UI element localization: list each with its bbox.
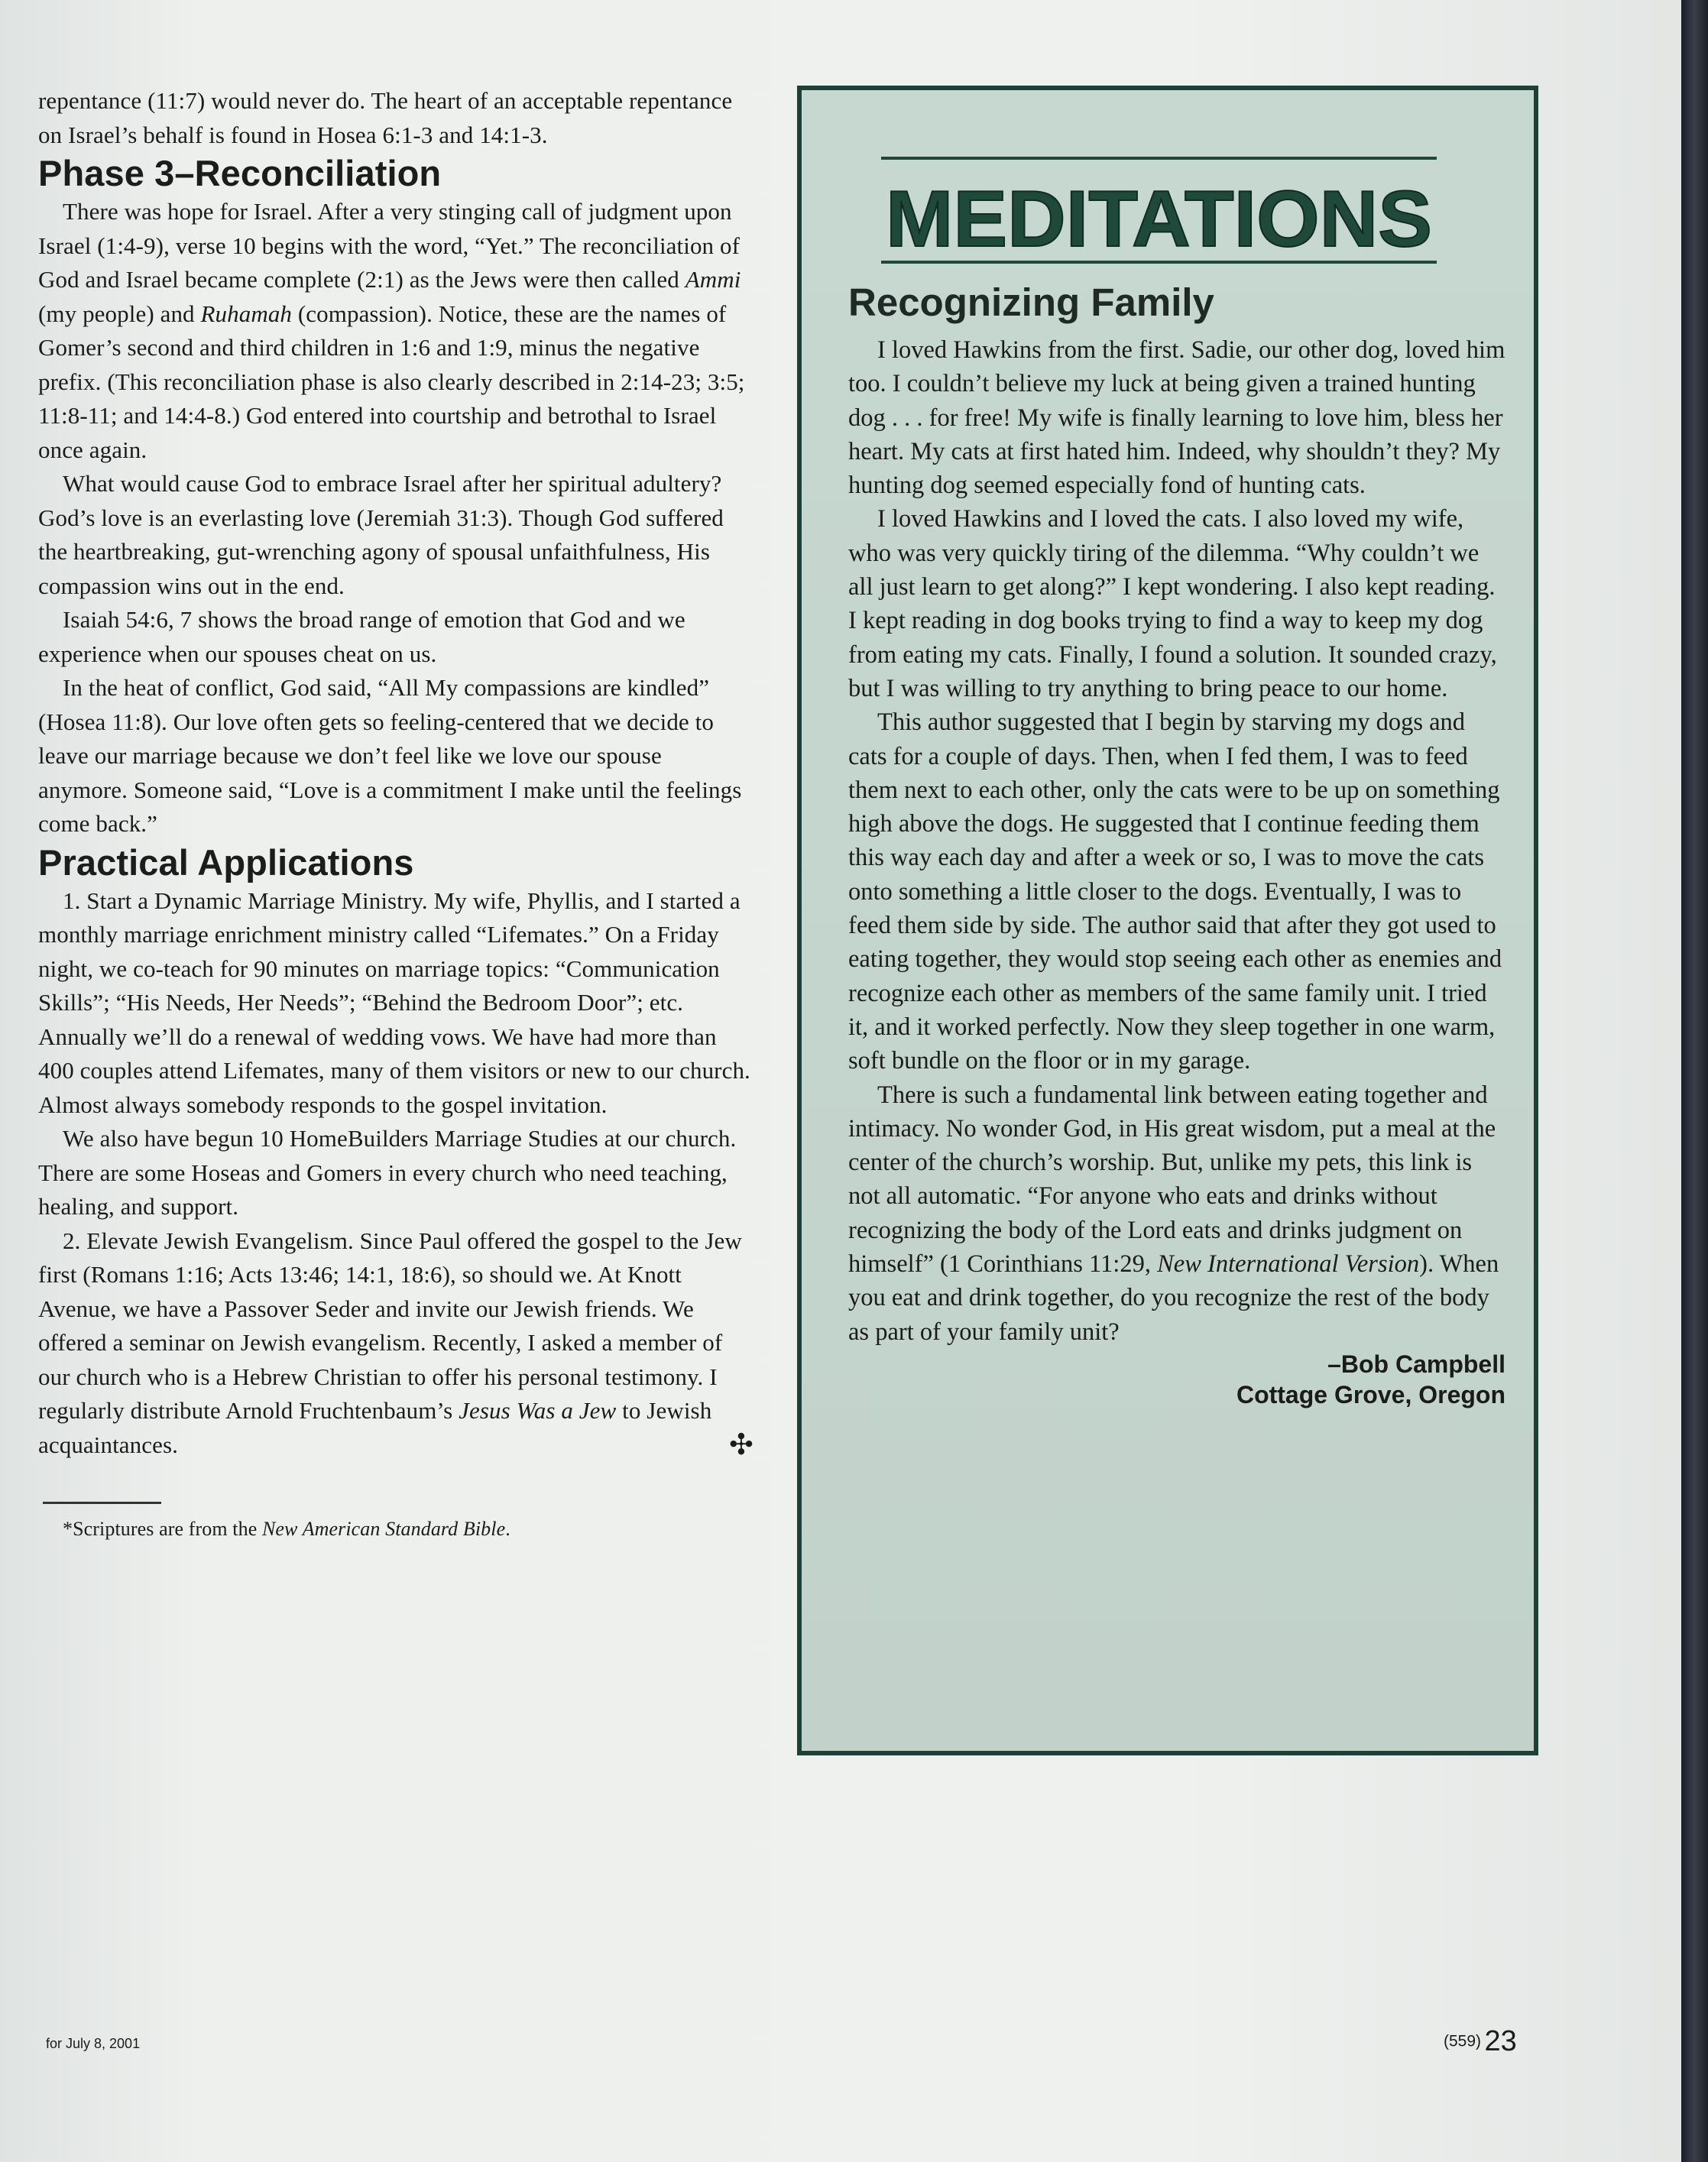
meditation-paragraph: I loved Hawkins and I loved the cats. I also loved my wife, who was very quickly tiring of the dilemma. “Why couldn’t we all just learn to get along?” I kept wondering. I also kept reading. I kept reading in dog books trying to find a way to keep my dog from eating my cats. Finally, I found a solution. It sounded crazy, but I was willing to try anything to bring peace to our home. xyxy=(848,505,1497,702)
paragraph: There was hope for Israel. After a very stinging call of judgment upon Israel (1:4-9), verse 10 begins with the word, “Yet.” The reconciliation of God and Israel became complete (2:1) as the Jews were then called Ammi (my people) and Ruhamah (compassion). Notice, these are the names of Gomer’s second and third children in 1:6 and 1:9, minus the negative prefix. (This reconciliation phase is also clearly described in 2:14-23; 3:5; 11:8-11; and 14:4-8.) God entered into courtship and betrothal to Israel once again. xyxy=(38,198,745,463)
meditations-content xyxy=(848,280,1505,1410)
paragraph: In the heat of conflict, God said, “All My compassions are kindled” (Hosea 11:8). Our love often gets so feeling-centered that we decide to leave our marriage because we don’t feel like we love our spouse anymore. Someone said, “Love is a commitment I make until the feelings come back.” xyxy=(38,674,742,837)
banner-text: MEDITATIONS xyxy=(886,175,1432,264)
paragraph: We also have begun 10 HomeBuilders Marriage Studies at our church. There are some Hoseas and Gomers in every church who need teaching, healing, and support. xyxy=(38,1125,737,1220)
meditation-paragraph: I loved Hawkins from the first. Sadie, our other dog, loved him too. I couldn’t believe my luck at being given a trained hunting dog . . . for free! My wife is finally learning to love him, bless her heart. My cats at first hated him. Indeed, why shouldn’t they? My hunting dog seemed especially fond of hunting cats. xyxy=(848,336,1505,500)
paragraph: Isaiah 54:6, 7 shows the broad range of emotion that God and we experience when our spouses cheat on us. xyxy=(38,606,685,667)
meditation-paragraph: There is such a fundamental link between eating together and intimacy. No wonder God, in His great wisdom, put a meal at the center of the church’s worship. But, unlike my pets, this link is not all automatic. “For anyone who eats and drinks without recognizing the body of the Lord eats and drinks judgment on himself” (1 Corinthians 11:29, New International Version). When you eat and drink together, do you recognize the rest of the body as part of your family unit? xyxy=(848,1081,1499,1346)
banner-top-rule xyxy=(881,157,1437,160)
meditation-paragraph: This author suggested that I begin by starving my dogs and cats for a couple of days. Then, when I fed them, I was to feed them next to each other, only the cats were to be up on something high above the dogs. He suggested that I continue feeding them this way each day and after a week or so, I was to move the cats onto something a little closer to the dogs. Eventually, I was to feed them side by side. The author said that after they got used to eating together, they would stop seeing each other as enemies and recognize each other as members of the same family unit. I tried it, and it worked perfectly. Now they sleep together in one warm, soft bundle on the floor or in my garage. xyxy=(848,708,1502,1075)
footnote-divider xyxy=(43,1502,161,1504)
section-heading-reconciliation: Phase 3–Reconciliation xyxy=(38,153,442,193)
author-name: –Bob Campbell xyxy=(1327,1350,1505,1378)
paragraph: What would cause God to embrace Israel after her spiritual adultery? God’s love is an everlasting love (Jeremiah 31:3). Though God suffered the heartbreaking, gut-wrenching agony of spousal unfaithfulness, His compassion wins out in the end. xyxy=(38,470,724,599)
meditation-title: Recognizing Family xyxy=(848,280,1214,324)
section-heading-practical-applications: Practical Applications xyxy=(38,841,414,883)
article-column xyxy=(38,84,757,1542)
intro-paragraph: repentance (11:7) would never do. The heart of an acceptable repentance on Israel’s behalf is found in Hosea 6:1-3 and 14:1-3. xyxy=(38,87,733,148)
issue-date: for July 8, 2001 xyxy=(46,2036,141,2051)
page-folio xyxy=(1444,2025,1517,2058)
paragraph: 1. Start a Dynamic Marriage Ministry. My wife, Phyllis, and I started a monthly marriage enrichment ministry called “Lifemates.” On a Friday night, we co-teach for 90 minutes on marriage topics: “Communication Skills”; “His Needs, Her Needs”; “Behind the Bedroom Door”; etc. Annually we’ll do a renewal of wedding vows. We have had more than 400 couples attend Lifemates, many of them visitors or new to our church. Almost always somebody responds to the gospel invitation. xyxy=(38,887,750,1118)
page-code: (559) xyxy=(1444,2032,1482,2050)
meditations-banner xyxy=(881,157,1437,267)
footnote: *Scriptures are from the New American Standard Bible. xyxy=(63,1518,510,1540)
paragraph: 2. Elevate Jewish Evangelism. Since Paul offered the gospel to the Jew first (Romans 1:16; Acts 13:46; 14:1, 18:6), so should we. At Knott Avenue, we have a Passover Seder and invite our Jewish friends. We offered a seminar on Jewish evangelism. Recently, I asked a member of our church who is a Hebrew Christian to offer his personal testimony. I regularly distribute Arnold Fruchtenbaum’s Jesus Was a Jew to Jewish acquaintances. ✣ xyxy=(38,1227,754,1461)
page-number: 23 xyxy=(1484,2025,1517,2057)
binding-edge xyxy=(1681,0,1708,2162)
author-location: Cottage Grove, Oregon xyxy=(1236,1380,1505,1408)
end-mark-icon: ✣ xyxy=(729,1428,754,1461)
